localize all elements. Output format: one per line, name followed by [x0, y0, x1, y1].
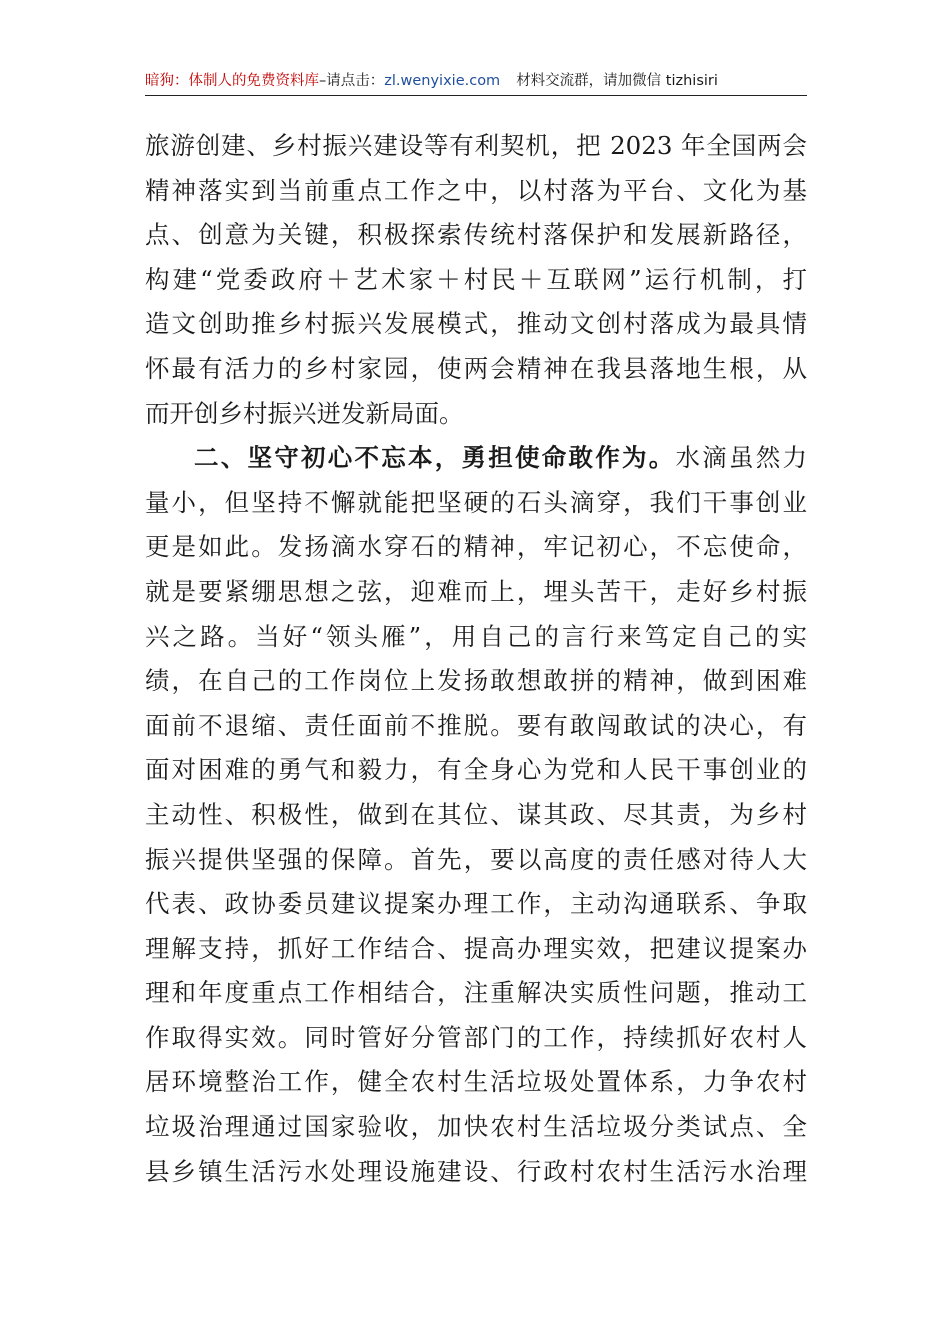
text-line: 绩，在自己的工作岗位上发扬敢想敢拼的精神，做到困难 [145, 666, 807, 696]
text-line: 旅游创建、乡村振兴建设等有利契机，把 2023 年全国两会 [145, 131, 807, 160]
text-line: 居环境整治工作，健全农村生活垃圾处置体系，力争农村 [145, 1067, 807, 1097]
text-line: 县乡镇生活污水处理设施建设、行政村农村生活污水治理 [145, 1156, 807, 1186]
text-line: 振兴提供坚强的保障。首先，要以高度的责任感对待人大 [145, 844, 807, 874]
text-line: 精神落实到当前重点工作之中，以村落为平台、文化为基 [145, 175, 807, 205]
text-line: 构建“党委政府＋艺术家＋村民＋互联网”运行机制，打 [145, 264, 807, 294]
paragraph-1 [145, 124, 807, 436]
header-url-link[interactable]: zl.wenyixie.com [384, 73, 501, 89]
text-line: 作取得实效。同时管好分管部门的工作，持续抓好农村人 [145, 1022, 807, 1052]
text-line: 量小，但坚持不懈就能把坚硬的石头滴穿，我们干事创业 [145, 487, 807, 517]
page-header [145, 68, 807, 94]
header-brand: 暗狗：体制人的免费资料库 [145, 73, 319, 89]
text-line: 垃圾治理通过国家验收，加快农村生活垃圾分类试点、全 [145, 1112, 807, 1142]
text-line: 就是要紧绷思想之弦，迎难而上，埋头苦干，走好乡村振 [145, 576, 807, 606]
text-line: 而开创乡村振兴迸发新局面。 [145, 398, 464, 428]
text-line: 更是如此。发扬滴水穿石的精神，牢记初心，不忘使命， [145, 532, 807, 562]
document-body [145, 124, 807, 1194]
text-line: 兴之路。当好“领头雁”，用自己的言行来笃定自己的实 [145, 621, 807, 651]
text-line: 代表、政协委员建议提案办理工作，主动沟通联系、争取 [145, 889, 807, 919]
header-divider [145, 95, 807, 96]
text-line: 造文创助推乡村振兴发展模式，推动文创村落成为最具情 [145, 309, 807, 339]
heading-line-rest: 水滴虽然力 [675, 443, 807, 473]
heading-line [145, 436, 807, 481]
text-line: 怀最有活力的乡村家园，使两会精神在我县落地生根，从 [145, 353, 807, 383]
text-line: 面前不退缩、责任面前不推脱。要有敢闯敢试的决心，有 [145, 710, 807, 740]
text-line: 面对困难的勇气和毅力，有全身心为党和人民干事创业的 [145, 755, 807, 785]
header-group-note: 材料交流群，请加微信 tizhisiri [516, 73, 718, 89]
paragraph-2 [145, 436, 807, 1194]
header-prompt: –请点击： [319, 73, 385, 89]
text-line: 理和年度重点工作相结合，注重解决实质性问题，推动工 [145, 978, 807, 1008]
section-heading: 二、坚守初心不忘本，勇担使命敢作为。 [194, 443, 676, 473]
text-line: 主动性、积极性，做到在其位、谋其政、尽其责，为乡村 [145, 799, 807, 829]
text-line: 理解支持，抓好工作结合、提高办理实效，把建议提案办 [145, 933, 807, 963]
text-line: 点、创意为关键，积极探索传统村落保护和发展新路径， [145, 220, 807, 250]
